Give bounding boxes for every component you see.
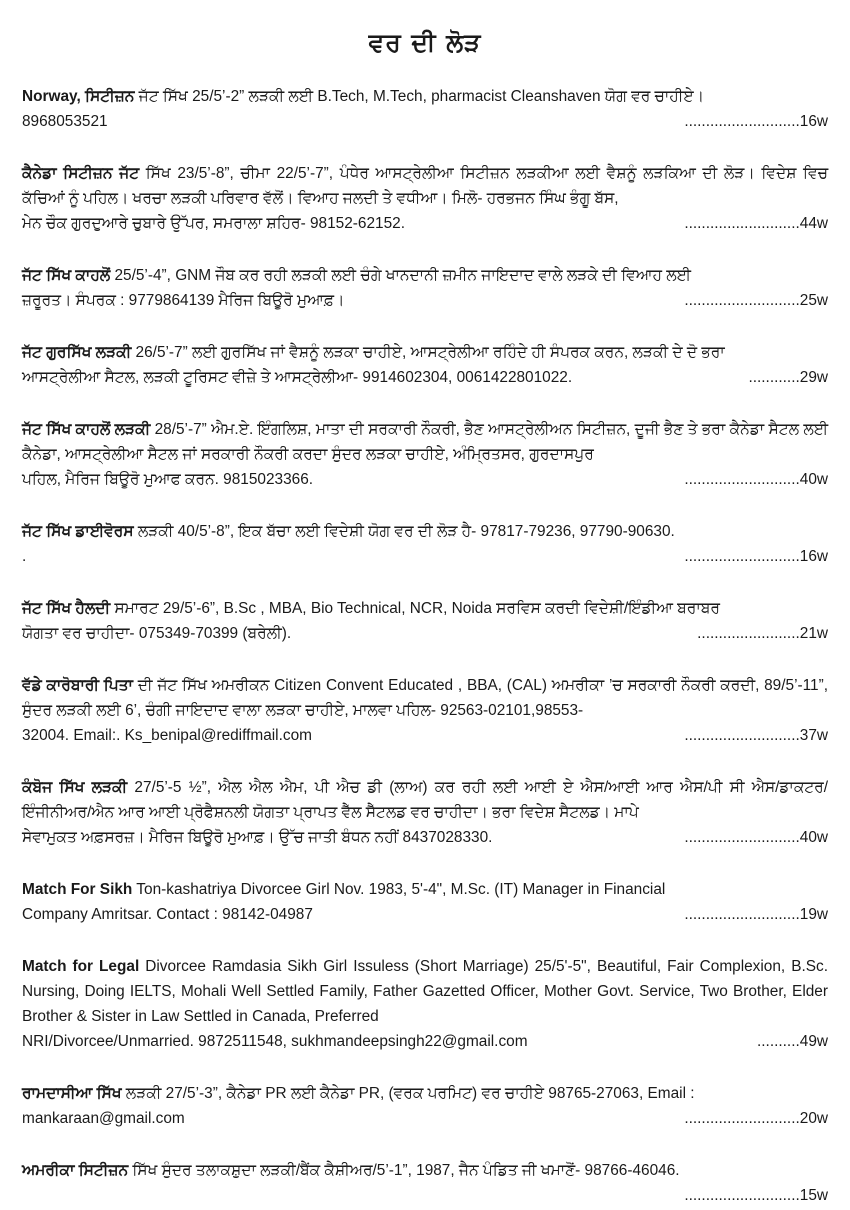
ad-footer — [22, 544, 828, 569]
ad-footer — [22, 825, 828, 850]
ad-listing — [22, 775, 828, 850]
ad-listing — [22, 340, 828, 390]
ad-text — [22, 954, 828, 1029]
ad-code: ...........................40w — [684, 829, 828, 846]
ad-footer — [22, 1106, 828, 1131]
ad-footer — [22, 1183, 828, 1208]
ad-footer — [22, 365, 828, 390]
ad-body: 26/5’-7” ਲਈ ਗੁਰਸਿੱਖ ਜਾਂ ਵੈਸ਼ਨੂੰ ਲੜਕਾ ਚਾਹੀਏ, ਆਸਟ੍ਰੇਲੀਆ ਰਹਿੰਦੇ ਹੀ ਸੰਪਰਕ ਕਰਨ, ਲੜਕੀ ਦੇ ਦੋ ਭਰਾ — [131, 344, 725, 361]
ad-body: ਦੀ ਜੱਟ ਸਿੱਖ ਅਮਰੀਕਨ Citizen Convent Educated , BBA, (CAL) ਅਮਰੀਕਾ ’ਚ ਸਰਕਾਰੀ ਨੌਕਰੀ ਕਰਦੀ, 89/5’-11”, ਸੁੰਦਰ ਲੜਕੀ ਲਈ 6’, ਚੰਗੀ ਜਾਇਦਾਦ ਵਾਲਾ ਲੜਕਾ ਚਾਹੀਏ, ਮਾਲਵਾ ਪਹਿਲ- 92563-02101,98553- — [22, 677, 829, 719]
ad-heading: ਵੱਡੇ ਕਾਰੋਬਾਰੀ ਪਿਤਾ — [22, 677, 133, 694]
ad-listing — [22, 84, 828, 134]
ad-heading: ਜੱਟ ਗੁਰਸਿੱਖ ਲੜਕੀ — [22, 344, 132, 361]
ad-contact: 8968053521 — [22, 113, 108, 130]
ad-contact: ਪਹਿਲ, ਮੈਰਿਜ ਬਿਊਰੋ ਮੁਆਫ ਕਰਨ. 9815023366. — [22, 471, 314, 488]
ad-listing — [22, 1081, 828, 1131]
ad-listing — [22, 954, 828, 1054]
ad-body: ਸਮਾਰਟ 29/5’-6”, B.Sc , MBA, Bio Technical, NCR, Noida ਸਰਵਿਸ ਕਰਦੀ ਵਿਦੇਸ਼ੀ/ਇੰਡੀਆ ਬਰਾਬਰ — [110, 600, 720, 617]
ad-listing — [22, 1158, 828, 1208]
ad-body: 27/5’-5 ½”, ਐਲ ਐਲ ਐਮ, ਪੀ ਐਚ ਡੀ (ਲਾਅ) ਕਰ ਰਹੀ ਲਈ ਆਈ ਏ ਐਸ/ਆਈ ਆਰ ਐਸ/ਪੀ ਸੀ ਐਸ/ਡਾਕਟਰ/ਇੰਜੀਨੀਅਰ/ਐਨ ਆਰ ਆਈ ਪ੍ਰੋਫੈਸ਼ਨਲੀ ਯੋਗਤਾ ਪ੍ਰਾਪਤ ਵੈੱਲ ਸੈੱਟਲਡ ਵਰ ਚਾਹੀਦਾ। ਭਰਾ ਵਿਦੇਸ਼ ਸੈਟਲਡ। ਮਾਪੇ — [22, 779, 828, 821]
ad-code: ...........................37w — [684, 727, 828, 744]
ad-heading: ਜੱਟ ਸਿੱਖ ਹੈਲਦੀ — [22, 600, 111, 617]
ad-listing — [22, 519, 828, 569]
ad-heading: ਕੰਬੋਜ ਸਿੱਖ ਲੜਕੀ — [22, 779, 128, 796]
ad-code: ..........49w — [757, 1033, 828, 1050]
ad-heading: ਕੈਨੇਡਾ ਸਿਟੀਜ਼ਨ ਜੱਟ — [22, 165, 140, 182]
ad-heading: Norway, ਸਿਟੀਜ਼ਨ — [22, 88, 135, 105]
ad-text — [22, 417, 828, 467]
ad-listing — [22, 161, 828, 236]
ad-listing — [22, 673, 828, 748]
ad-code: ...........................15w — [684, 1187, 828, 1204]
ad-code: ...........................25w — [684, 292, 828, 309]
ad-contact: NRI/Divorcee/Unmarried. 9872511548, sukhmandeepsingh22@gmail.com — [22, 1033, 528, 1050]
ad-footer — [22, 1029, 828, 1054]
ad-text — [22, 673, 828, 723]
ad-contact: ਯੋਗਤਾ ਵਰ ਚਾਹੀਦਾ- 075349-70399 (ਬਰੇਲੀ). — [22, 625, 292, 642]
ad-code: ........................21w — [697, 625, 828, 642]
ad-text — [22, 263, 828, 288]
ad-contact: ਜ਼ਰੂਰਤ। ਸੰਪਰਕ : 9779864139 ਮੈਰਿਜ ਬਿਊਰੋ ਮੁਆਫ਼। — [22, 292, 345, 309]
ad-listing — [22, 417, 828, 492]
ad-footer — [22, 467, 828, 492]
ad-code: ...........................16w — [684, 113, 828, 130]
ad-listing — [22, 877, 828, 927]
ad-text — [22, 84, 828, 109]
ad-listing — [22, 596, 828, 646]
ad-footer — [22, 723, 828, 748]
ad-text — [22, 161, 828, 211]
ad-contact: 32004. Email:. Ks_benipal@rediffmail.com — [22, 727, 312, 744]
ad-body: ਸਿੱਖ ਸੁੰਦਰ ਤਲਾਕਸ਼ੁਦਾ ਲੜਕੀ/ਬੈਂਕ ਕੈਸ਼ੀਅਰ/5’-1”, 1987, ਜੈਨ ਪੰਡਿਤ ਜੀ ਖਮਾਣੋਂ- 98766-46046. — [128, 1162, 680, 1179]
ad-body: ਸਿੱਖ 23/5’-8”, ਚੀਮਾ 22/5’-7”, ਪੰਧੇਰ ਆਸਟ੍ਰੇਲੀਆ ਸਿਟੀਜ਼ਨ ਲੜਕੀਆ ਲਈ ਵੈਸ਼ਨੂੰ ਲੜਕਿਆ ਦੀ ਲੋੜ। ਵਿਦੇਸ਼ ਵਿਚ ਕੱਚਿਆਂ ਨੂੰ ਪਹਿਲ। ਖਰਚਾ ਲੜਕੀ ਪਰਿਵਾਰ ਵੱਲੋਂ। ਵਿਆਹ ਜਲਦੀ ਤੇ ਵਧੀਆ। ਮਿਲੋ- ਹਰਭਜਨ ਸਿੰਘ ਭੰਗੂ ਬੱਸ, — [22, 165, 828, 207]
ad-footer — [22, 621, 828, 646]
ad-footer — [22, 288, 828, 313]
ad-text — [22, 1081, 828, 1106]
ad-code: ...........................19w — [684, 906, 828, 923]
ad-heading: ਜੱਟ ਸਿੱਖ ਕਾਹਲੋਂ ਲੜਕੀ — [22, 421, 151, 438]
ad-code: ...........................16w — [684, 548, 828, 565]
ad-heading: ਜੱਟ ਸਿੱਖ ਡਾਈਵੋਰਸ — [22, 523, 134, 540]
ad-contact: ਆਸਟ੍ਰੇਲੀਆ ਸੈਟਲ, ਲੜਕੀ ਟੂਰਿਸਟ ਵੀਜ਼ੇ ਤੇ ਆਸਟ੍ਰੇਲੀਆ- 9914602304, 0061422801022. — [22, 369, 573, 386]
ad-code: ...........................20w — [684, 1110, 828, 1127]
ad-heading: Match for Legal — [22, 958, 140, 975]
ad-text — [22, 877, 828, 902]
ad-footer — [22, 211, 828, 236]
ad-contact: ਮੇਨ ਚੌਕ ਗੁਰਦੁਆਰੇ ਚੁਬਾਰੇ ਉੱਪਰ, ਸਮਰਾਲਾ ਸ਼ਹਿਰ- 98152-62152. — [22, 215, 405, 232]
ad-text — [22, 519, 828, 544]
ad-text — [22, 340, 828, 365]
ad-text — [22, 1158, 828, 1183]
ad-code: ............29w — [748, 369, 828, 386]
ad-body: ਲੜਕੀ 40/5’-8”, ਇਕ ਬੱਚਾ ਲਈ ਵਿਦੇਸ਼ੀ ਯੋਗ ਵਰ ਦੀ ਲੋੜ ਹੈ- 97817-79236, 97790-90630. — [133, 523, 675, 540]
ad-body: ਜੱਟ ਸਿੱਖ 25/5’-2” ਲੜਕੀ ਲਈ B.Tech, M.Tech, pharmacist Cleanshaven ਯੋਗ ਵਰ ਚਾਹੀਏ। — [134, 88, 704, 105]
ad-contact: Company Amritsar. Contact : 98142-04987 — [22, 906, 313, 923]
ad-body: Divorcee Ramdasia Sikh Girl Issuless (Short Marriage) 25/5'-5", Beautiful, Fair Complexion, B.Sc. Nursing, Doing IELTS, Mohali Well Settled Family, Father Gazetted Officer, Mother Govt. Service, Two Brother, Elder Brother & Sister in Law Settled in Canada, Preferred — [22, 958, 828, 1025]
ad-contact: . — [22, 548, 27, 565]
ad-footer — [22, 109, 828, 134]
ads-list — [22, 84, 828, 1208]
page-title: ਵਰ ਦੀ ਲੋੜ — [368, 28, 482, 57]
ad-body: ਲੜਕੀ 27/5’-3”, ਕੈਨੇਡਾ PR ਲਈ ਕੈਨੇਡਾ PR, (ਵਰਕ ਪਰਮਿਟ) ਵਰ ਚਾਹੀਏ 98765-27063, Email : — [121, 1085, 695, 1102]
ad-footer — [22, 902, 828, 927]
ad-heading: ਰਾਮਦਾਸੀਆ ਸਿੱਖ — [22, 1085, 122, 1102]
ad-heading: ਜੱਟ ਸਿੱਖ ਕਾਹਲੋਂ — [22, 267, 111, 284]
ad-listing — [22, 263, 828, 313]
ad-code: ...........................44w — [684, 215, 828, 232]
ad-text — [22, 775, 828, 825]
ad-body: 25/5’-4”, GNM ਜੌਬ ਕਰ ਰਹੀ ਲੜਕੀ ਲਈ ਚੰਗੇ ਖਾਨਦਾਨੀ ਜ਼ਮੀਨ ਜਾਇਦਾਦ ਵਾਲੇ ਲੜਕੇ ਦੀ ਵਿਆਹ ਲਈ — [110, 267, 691, 284]
ad-text — [22, 596, 828, 621]
ad-body: Ton-kashatriya Divorcee Girl Nov. 1983, 5'-4", M.Sc. (IT) Manager in Financial — [132, 881, 666, 898]
ad-heading: Match For Sikh — [22, 881, 133, 898]
ad-contact: ਸੇਵਾਮੁਕਤ ਅਫ਼ਸਰਜ਼। ਮੈਰਿਜ ਬਿਊਰੋ ਮੁਆਫ਼। ਉੱਚ ਜਾਤੀ ਬੰਧਨ ਨਹੀਂ 8437028330. — [22, 829, 493, 846]
ad-body: 28/5’-7” ਐਮ.ਏ. ਇੰਗਲਿਸ਼, ਮਾਤਾ ਦੀ ਸਰਕਾਰੀ ਨੌਕਰੀ, ਭੈਣ ਆਸਟ੍ਰੇਲੀਅਨ ਸਿਟੀਜ਼ਨ, ਦੂਜੀ ਭੈਣ ਤੇ ਭਰਾ ਕੈਨੇਡਾ ਸੈਟਲ ਲਈ ਕੈਨੇਡਾ, ਆਸਟ੍ਰੇਲੀਆ ਸੈਟਲ ਜਾਂ ਸਰਕਾਰੀ ਨੌਕਰੀ ਕਰਦਾ ਸੁੰਦਰ ਲੜਕਾ ਚਾਹੀਏ, ਅੰਮ੍ਰਿਤਸਰ, ਗੁਰਦਾਸਪੁਰ — [22, 421, 829, 463]
ad-heading: ਅਮਰੀਕਾ ਸਿਟੀਜ਼ਨ — [22, 1162, 129, 1179]
ad-code: ...........................40w — [684, 471, 828, 488]
ad-contact: mankaraan@gmail.com — [22, 1110, 185, 1127]
